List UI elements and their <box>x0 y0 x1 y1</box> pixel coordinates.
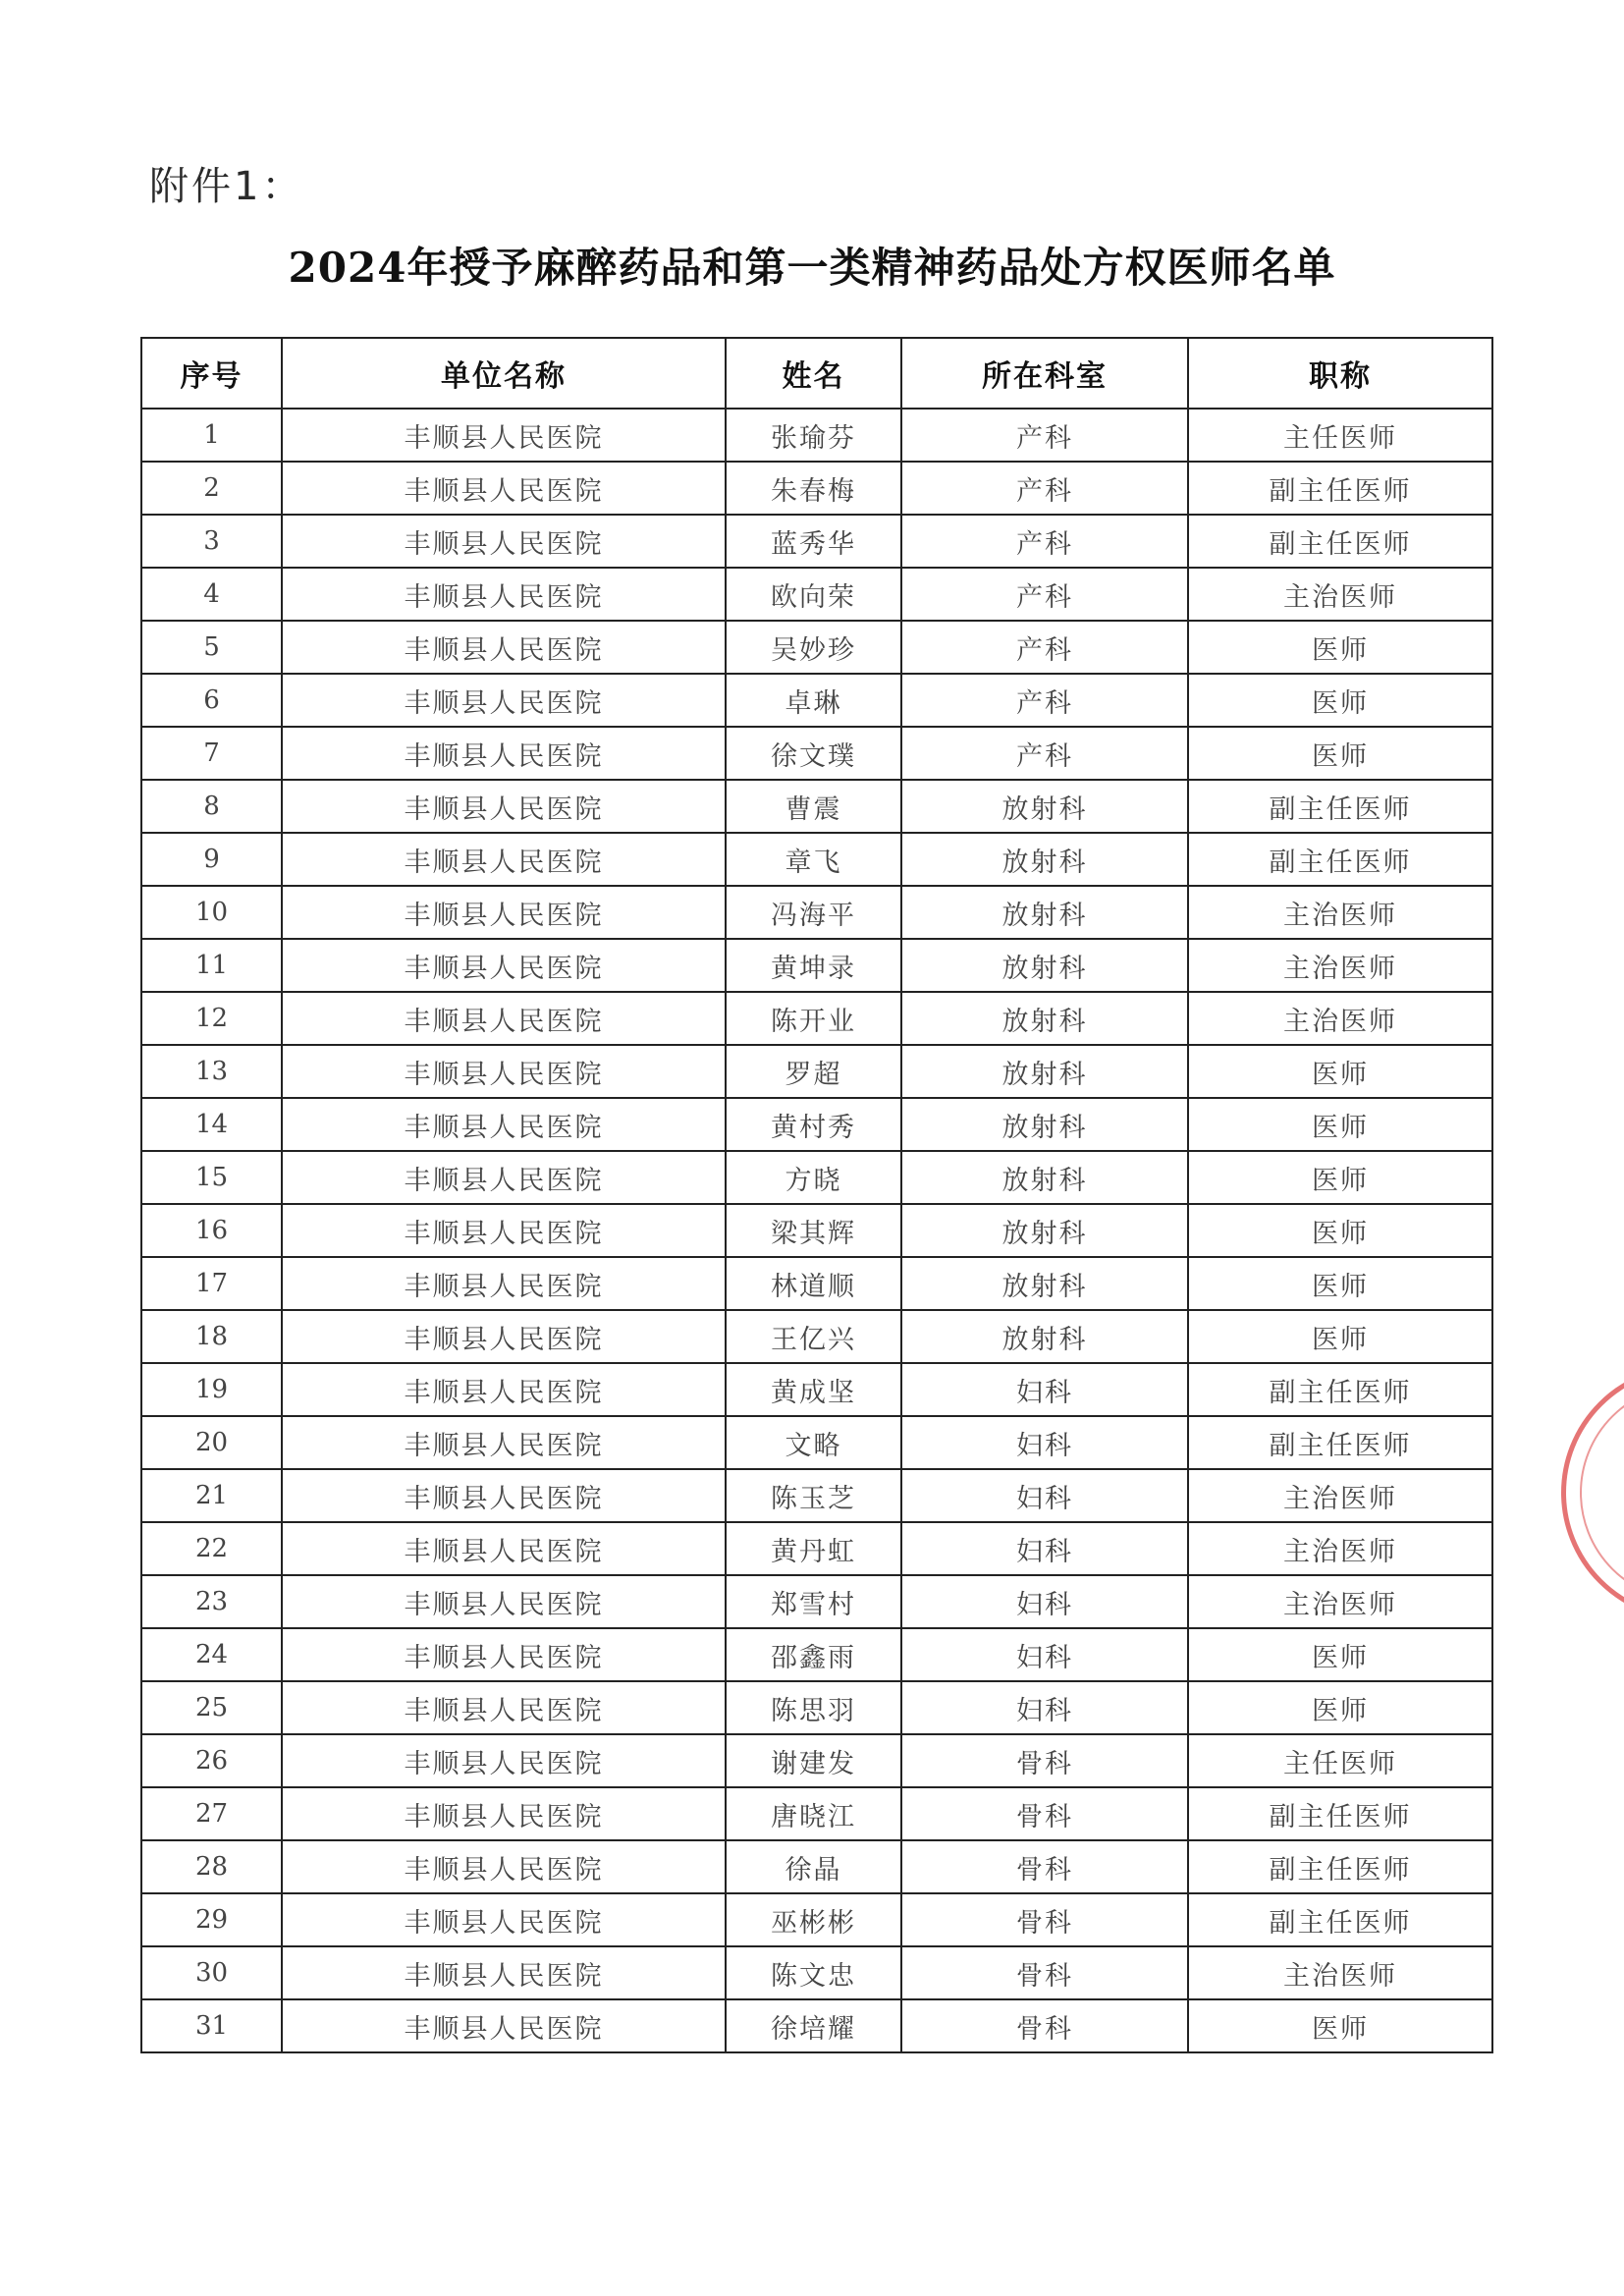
cell-department: 妇科 <box>901 1522 1188 1575</box>
cell-title: 主任医师 <box>1188 409 1492 462</box>
header-unit: 单位名称 <box>282 338 726 409</box>
cell-department: 放射科 <box>901 1045 1188 1098</box>
cell-title: 医师 <box>1188 1681 1492 1734</box>
cell-title: 主治医师 <box>1188 1575 1492 1628</box>
cell-title: 医师 <box>1188 621 1492 674</box>
cell-department: 放射科 <box>901 780 1188 833</box>
cell-name: 林道顺 <box>726 1257 901 1310</box>
cell-title: 主治医师 <box>1188 886 1492 939</box>
cell-index: 16 <box>141 1204 282 1257</box>
table-row <box>141 1946 1492 1999</box>
cell-title: 主治医师 <box>1188 992 1492 1045</box>
cell-index: 12 <box>141 992 282 1045</box>
cell-unit: 丰顺县人民医院 <box>282 939 726 992</box>
cell-department: 妇科 <box>901 1575 1188 1628</box>
cell-title: 副主任医师 <box>1188 1893 1492 1946</box>
cell-name: 黄丹虹 <box>726 1522 901 1575</box>
cell-name: 黄成坚 <box>726 1363 901 1416</box>
cell-unit: 丰顺县人民医院 <box>282 886 726 939</box>
cell-unit: 丰顺县人民医院 <box>282 515 726 568</box>
cell-unit: 丰顺县人民医院 <box>282 462 726 515</box>
cell-index: 25 <box>141 1681 282 1734</box>
cell-department: 产科 <box>901 674 1188 727</box>
cell-department: 放射科 <box>901 1098 1188 1151</box>
table-header-row <box>141 338 1492 409</box>
cell-name: 黄坤录 <box>726 939 901 992</box>
cell-unit: 丰顺县人民医院 <box>282 1204 726 1257</box>
cell-index: 1 <box>141 409 282 462</box>
cell-index: 21 <box>141 1469 282 1522</box>
cell-name: 唐晓江 <box>726 1787 901 1840</box>
cell-index: 24 <box>141 1628 282 1681</box>
cell-unit: 丰顺县人民医院 <box>282 1257 726 1310</box>
cell-name: 巫彬彬 <box>726 1893 901 1946</box>
cell-title: 医师 <box>1188 1204 1492 1257</box>
cell-department: 产科 <box>901 568 1188 621</box>
cell-index: 23 <box>141 1575 282 1628</box>
cell-name: 郑雪村 <box>726 1575 901 1628</box>
table-row <box>141 780 1492 833</box>
cell-unit: 丰顺县人民医院 <box>282 1946 726 1999</box>
cell-unit: 丰顺县人民医院 <box>282 568 726 621</box>
attachment-label: 附件1： <box>149 164 304 209</box>
cell-unit: 丰顺县人民医院 <box>282 1151 726 1204</box>
cell-index: 9 <box>141 833 282 886</box>
table-row <box>141 1628 1492 1681</box>
cell-index: 3 <box>141 515 282 568</box>
cell-name: 陈开业 <box>726 992 901 1045</box>
cell-name: 徐培耀 <box>726 1999 901 2052</box>
cell-department: 妇科 <box>901 1628 1188 1681</box>
cell-department: 放射科 <box>901 1257 1188 1310</box>
cell-unit: 丰顺县人民医院 <box>282 1416 726 1469</box>
table-row <box>141 1893 1492 1946</box>
cell-index: 10 <box>141 886 282 939</box>
cell-unit: 丰顺县人民医院 <box>282 1999 726 2052</box>
cell-index: 4 <box>141 568 282 621</box>
cell-name: 陈玉芝 <box>726 1469 901 1522</box>
cell-department: 产科 <box>901 462 1188 515</box>
cell-title: 医师 <box>1188 1098 1492 1151</box>
cell-department: 骨科 <box>901 1999 1188 2052</box>
cell-name: 方晓 <box>726 1151 901 1204</box>
cell-name: 欧向荣 <box>726 568 901 621</box>
cell-unit: 丰顺县人民医院 <box>282 780 726 833</box>
cell-index: 27 <box>141 1787 282 1840</box>
cell-title: 副主任医师 <box>1188 1787 1492 1840</box>
cell-index: 2 <box>141 462 282 515</box>
cell-unit: 丰顺县人民医院 <box>282 1734 726 1787</box>
table-row <box>141 1999 1492 2052</box>
cell-name: 王亿兴 <box>726 1310 901 1363</box>
cell-unit: 丰顺县人民医院 <box>282 992 726 1045</box>
cell-index: 17 <box>141 1257 282 1310</box>
table-row <box>141 1575 1492 1628</box>
cell-department: 放射科 <box>901 1151 1188 1204</box>
document-title: 2024年授予麻醉药品和第一类精神药品处方权医师名单 <box>288 244 1336 292</box>
cell-index: 7 <box>141 727 282 780</box>
cell-title: 副主任医师 <box>1188 462 1492 515</box>
cell-title: 副主任医师 <box>1188 515 1492 568</box>
cell-title: 主治医师 <box>1188 939 1492 992</box>
table-body <box>141 409 1492 2052</box>
cell-unit: 丰顺县人民医院 <box>282 1469 726 1522</box>
header-index: 序号 <box>141 338 282 409</box>
cell-department: 妇科 <box>901 1469 1188 1522</box>
table-row <box>141 674 1492 727</box>
cell-title: 副主任医师 <box>1188 1363 1492 1416</box>
table-row <box>141 1151 1492 1204</box>
table-row <box>141 1257 1492 1310</box>
cell-department: 骨科 <box>901 1946 1188 1999</box>
cell-title: 医师 <box>1188 1045 1492 1098</box>
table-row <box>141 1310 1492 1363</box>
table-row <box>141 992 1492 1045</box>
cell-index: 18 <box>141 1310 282 1363</box>
cell-index: 15 <box>141 1151 282 1204</box>
cell-department: 妇科 <box>901 1681 1188 1734</box>
cell-name: 徐文璞 <box>726 727 901 780</box>
cell-unit: 丰顺县人民医院 <box>282 1310 726 1363</box>
table-row <box>141 1098 1492 1151</box>
cell-title: 主治医师 <box>1188 1522 1492 1575</box>
cell-unit: 丰顺县人民医院 <box>282 1893 726 1946</box>
cell-unit: 丰顺县人民医院 <box>282 727 726 780</box>
cell-index: 30 <box>141 1946 282 1999</box>
cell-title: 主治医师 <box>1188 1469 1492 1522</box>
cell-unit: 丰顺县人民医院 <box>282 1787 726 1840</box>
cell-department: 放射科 <box>901 1310 1188 1363</box>
cell-index: 20 <box>141 1416 282 1469</box>
cell-department: 放射科 <box>901 1204 1188 1257</box>
cell-department: 妇科 <box>901 1363 1188 1416</box>
cell-title: 医师 <box>1188 1151 1492 1204</box>
cell-name: 张瑜芬 <box>726 409 901 462</box>
cell-name: 朱春梅 <box>726 462 901 515</box>
cell-name: 梁其辉 <box>726 1204 901 1257</box>
cell-department: 放射科 <box>901 992 1188 1045</box>
cell-department: 放射科 <box>901 833 1188 886</box>
table-row <box>141 568 1492 621</box>
cell-index: 5 <box>141 621 282 674</box>
cell-title: 主任医师 <box>1188 1734 1492 1787</box>
table-row <box>141 1469 1492 1522</box>
table-row <box>141 886 1492 939</box>
cell-unit: 丰顺县人民医院 <box>282 409 726 462</box>
cell-title: 副主任医师 <box>1188 780 1492 833</box>
red-seal-stamp <box>1561 1365 1624 1620</box>
cell-index: 14 <box>141 1098 282 1151</box>
cell-department: 骨科 <box>901 1787 1188 1840</box>
cell-unit: 丰顺县人民医院 <box>282 833 726 886</box>
cell-title: 副主任医师 <box>1188 833 1492 886</box>
cell-title: 医师 <box>1188 674 1492 727</box>
cell-unit: 丰顺县人民医院 <box>282 674 726 727</box>
physician-roster-table <box>140 337 1493 2053</box>
cell-department: 放射科 <box>901 886 1188 939</box>
cell-unit: 丰顺县人民医院 <box>282 1628 726 1681</box>
cell-title: 主治医师 <box>1188 1946 1492 1999</box>
cell-unit: 丰顺县人民医院 <box>282 1045 726 1098</box>
cell-unit: 丰顺县人民医院 <box>282 1098 726 1151</box>
cell-department: 骨科 <box>901 1734 1188 1787</box>
cell-index: 8 <box>141 780 282 833</box>
cell-department: 骨科 <box>901 1840 1188 1893</box>
cell-name: 文略 <box>726 1416 901 1469</box>
table-row <box>141 939 1492 992</box>
cell-department: 产科 <box>901 515 1188 568</box>
table-row <box>141 1416 1492 1469</box>
cell-index: 29 <box>141 1893 282 1946</box>
cell-index: 6 <box>141 674 282 727</box>
cell-name: 蓝秀华 <box>726 515 901 568</box>
cell-name: 徐晶 <box>726 1840 901 1893</box>
cell-department: 放射科 <box>901 939 1188 992</box>
cell-title: 医师 <box>1188 727 1492 780</box>
table-row <box>141 1734 1492 1787</box>
table-row <box>141 462 1492 515</box>
cell-title: 医师 <box>1188 1999 1492 2052</box>
cell-index: 26 <box>141 1734 282 1787</box>
cell-title: 医师 <box>1188 1257 1492 1310</box>
cell-name: 邵鑫雨 <box>726 1628 901 1681</box>
cell-index: 22 <box>141 1522 282 1575</box>
cell-department: 产科 <box>901 727 1188 780</box>
table-row <box>141 1204 1492 1257</box>
table-row <box>141 1681 1492 1734</box>
cell-name: 陈文忠 <box>726 1946 901 1999</box>
cell-name: 冯海平 <box>726 886 901 939</box>
table-row <box>141 1045 1492 1098</box>
table-row <box>141 515 1492 568</box>
cell-department: 妇科 <box>901 1416 1188 1469</box>
cell-department: 骨科 <box>901 1893 1188 1946</box>
cell-unit: 丰顺县人民医院 <box>282 1363 726 1416</box>
table-row <box>141 727 1492 780</box>
cell-title: 副主任医师 <box>1188 1416 1492 1469</box>
cell-unit: 丰顺县人民医院 <box>282 1522 726 1575</box>
table-row <box>141 621 1492 674</box>
cell-name: 章飞 <box>726 833 901 886</box>
cell-department: 产科 <box>901 621 1188 674</box>
table-row <box>141 1840 1492 1893</box>
cell-unit: 丰顺县人民医院 <box>282 1840 726 1893</box>
cell-name: 陈思羽 <box>726 1681 901 1734</box>
cell-name: 罗超 <box>726 1045 901 1098</box>
cell-index: 28 <box>141 1840 282 1893</box>
cell-unit: 丰顺县人民医院 <box>282 621 726 674</box>
header-name: 姓名 <box>726 338 901 409</box>
cell-index: 13 <box>141 1045 282 1098</box>
table-row <box>141 1522 1492 1575</box>
header-title: 职称 <box>1188 338 1492 409</box>
cell-name: 谢建发 <box>726 1734 901 1787</box>
cell-name: 吴妙珍 <box>726 621 901 674</box>
header-department: 所在科室 <box>901 338 1188 409</box>
cell-name: 卓琳 <box>726 674 901 727</box>
table-row <box>141 1363 1492 1416</box>
cell-department: 产科 <box>901 409 1188 462</box>
cell-title: 主治医师 <box>1188 568 1492 621</box>
cell-name: 曹震 <box>726 780 901 833</box>
cell-title: 医师 <box>1188 1628 1492 1681</box>
cell-index: 11 <box>141 939 282 992</box>
cell-unit: 丰顺县人民医院 <box>282 1575 726 1628</box>
cell-index: 31 <box>141 1999 282 2052</box>
cell-index: 19 <box>141 1363 282 1416</box>
table-row <box>141 833 1492 886</box>
table-row <box>141 1787 1492 1840</box>
cell-title: 副主任医师 <box>1188 1840 1492 1893</box>
cell-unit: 丰顺县人民医院 <box>282 1681 726 1734</box>
cell-name: 黄村秀 <box>726 1098 901 1151</box>
cell-title: 医师 <box>1188 1310 1492 1363</box>
table-row <box>141 409 1492 462</box>
